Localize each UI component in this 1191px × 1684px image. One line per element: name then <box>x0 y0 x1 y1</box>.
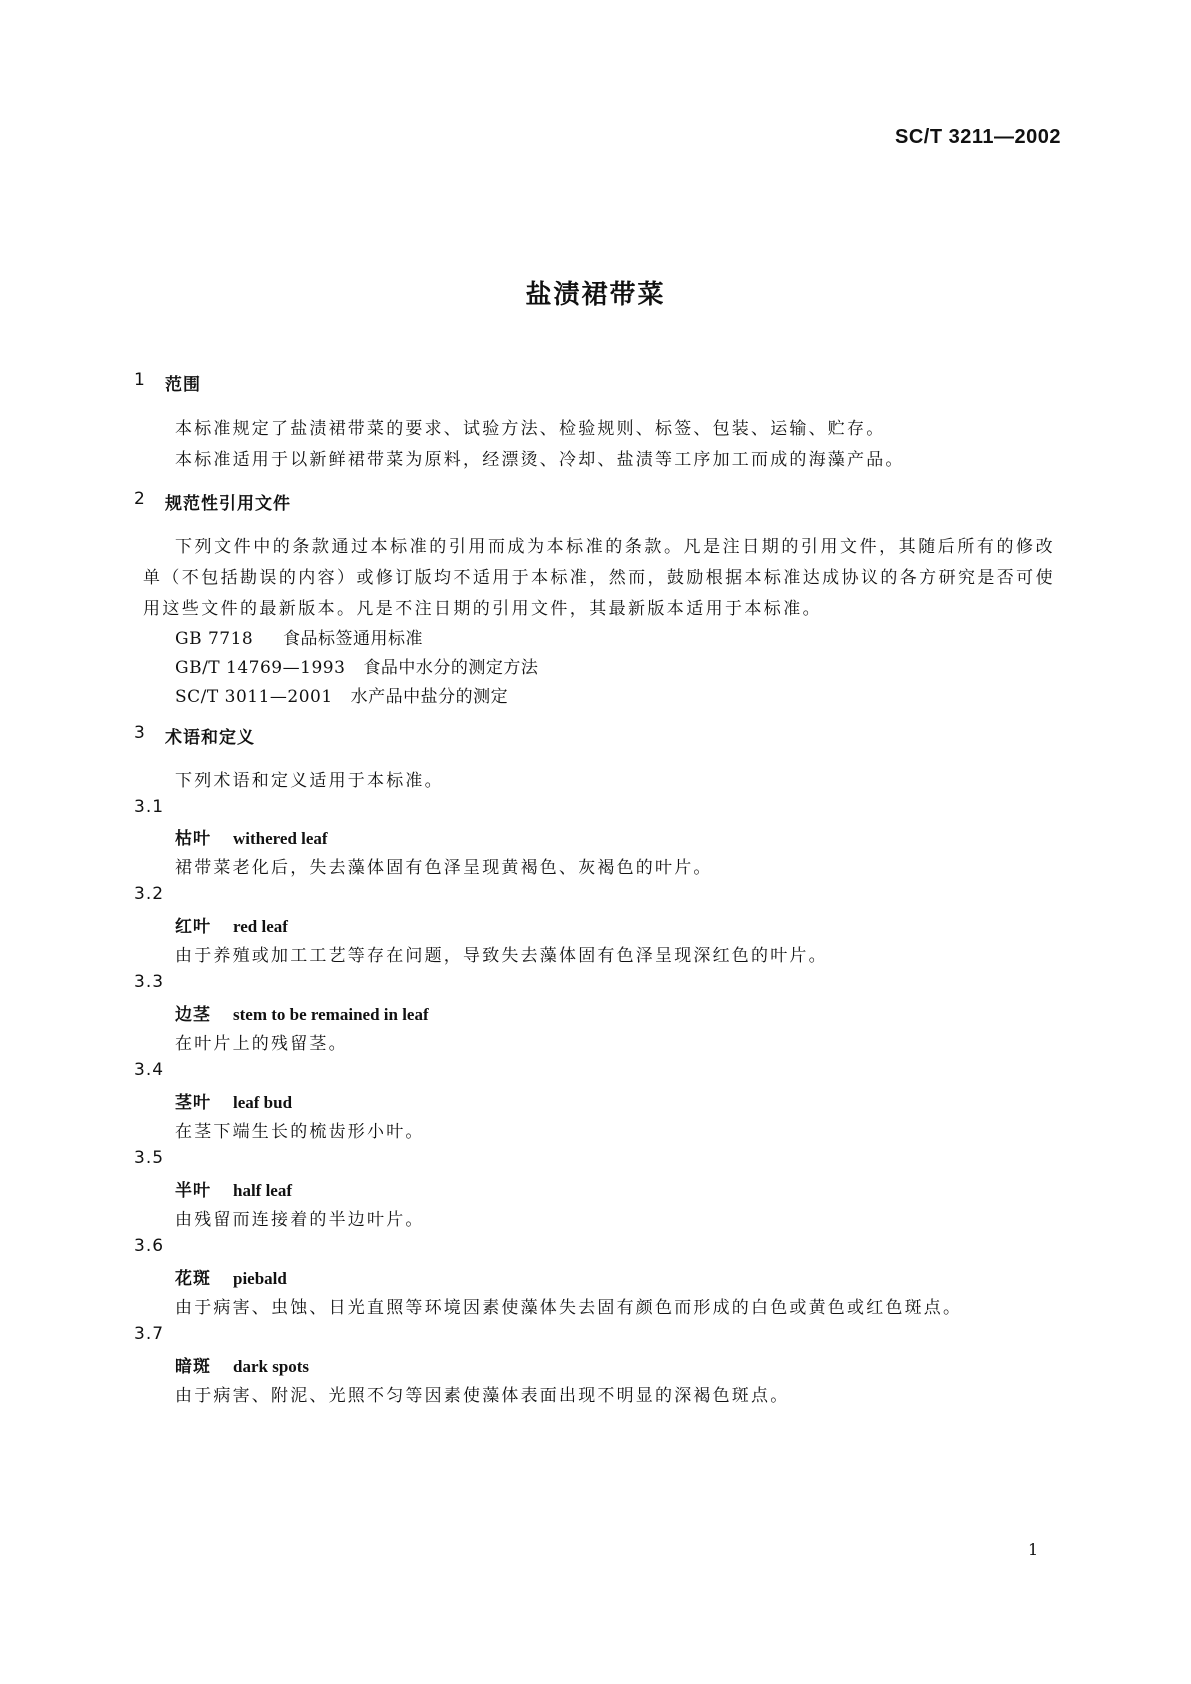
term-chinese: 半叶 <box>175 1181 211 1201</box>
term-definition: 在茎下端生长的梳齿形小叶。 <box>175 1122 425 1142</box>
term-heading <box>175 1088 292 1113</box>
term-number: 3.6 <box>134 1236 165 1256</box>
term-english: withered leaf <box>233 829 328 848</box>
term-definition: 在叶片上的残留茎。 <box>175 1034 348 1054</box>
section-1-title: 范围 <box>165 375 201 395</box>
term-number: 3.4 <box>134 1060 165 1080</box>
term-english: half leaf <box>233 1181 293 1200</box>
term-number: 3.5 <box>134 1148 165 1168</box>
term-definition: 由于病害、虫蚀、日光直照等环境因素使藻体失去固有颜色而形成的白色或黄色或红色斑点。 <box>175 1298 963 1318</box>
term-heading <box>175 1264 287 1289</box>
term-english: dark spots <box>233 1357 310 1376</box>
section-2-number: 2 <box>134 489 145 509</box>
section-2-title: 规范性引用文件 <box>165 494 291 514</box>
term-english: stem to be remained in leaf <box>233 1005 429 1024</box>
term-number: 3.7 <box>134 1324 165 1344</box>
reference-title: 食品中水分的测定方法 <box>363 658 539 678</box>
section-3-number: 3 <box>134 723 145 743</box>
term-chinese: 茎叶 <box>175 1093 211 1113</box>
page-number: 1 <box>1028 1540 1039 1559</box>
standard-code: SC/T 3211—2002 <box>895 126 1061 148</box>
term-heading <box>175 912 288 937</box>
term-english: leaf bud <box>233 1093 293 1112</box>
section-1-number: 1 <box>134 370 145 390</box>
section-3-intro: 下列术语和定义适用于本标准。 <box>175 771 444 791</box>
section-2-paragraph: 下列文件中的条款通过本标准的引用而成为本标准的条款。凡是注日期的引用文件，其随后所有的修改单（不包括勘误的内容）或修订版均不适用于本标准，然而，鼓励根据本标准达成协议的各方研究是否可使用这些文件的最新版本。凡是不注日期的引用文件，其最新版本适用于本标准。 <box>143 537 1055 619</box>
term-heading <box>175 1352 309 1377</box>
term-english: red leaf <box>233 917 288 936</box>
term-chinese: 边茎 <box>175 1005 211 1025</box>
section-3-title: 术语和定义 <box>165 728 255 748</box>
reference-item <box>175 682 508 707</box>
term-number: 3.1 <box>134 797 165 817</box>
section-1-paragraph-1: 本标准规定了盐渍裙带菜的要求、试验方法、检验规则、标签、包装、运输、贮存。 <box>175 419 886 439</box>
document-title: 盐渍裙带菜 <box>525 280 666 310</box>
term-chinese: 红叶 <box>175 917 211 937</box>
term-definition: 由残留而连接着的半边叶片。 <box>175 1210 425 1230</box>
term-chinese: 枯叶 <box>175 829 211 849</box>
section-1-paragraph-2: 本标准适用于以新鲜裙带菜为原料，经漂烫、冷却、盐渍等工序加工而成的海藻产品。 <box>175 450 905 470</box>
reference-code: GB 7718 <box>175 629 254 649</box>
term-definition: 由于病害、附泥、光照不匀等因素使藻体表面出现不明显的深褐色斑点。 <box>175 1386 790 1406</box>
term-number: 3.3 <box>134 972 165 992</box>
reference-item <box>175 624 423 649</box>
term-definition: 由于养殖或加工工艺等存在问题，导致失去藻体固有色泽呈现深红色的叶片。 <box>175 946 828 966</box>
term-english: piebald <box>233 1269 287 1288</box>
reference-item <box>175 653 538 678</box>
term-heading <box>175 1000 429 1025</box>
reference-code: GB/T 14769—1993 <box>175 658 346 678</box>
term-definition: 裙带菜老化后，失去藻体固有色泽呈现黄褐色、灰褐色的叶片。 <box>175 858 713 878</box>
reference-title: 食品标签通用标准 <box>283 629 423 649</box>
term-number: 3.2 <box>134 884 165 904</box>
reference-title: 水产品中盐分的测定 <box>350 687 509 707</box>
term-heading <box>175 1176 292 1201</box>
term-heading <box>175 824 328 849</box>
reference-code: SC/T 3011—2001 <box>175 687 333 707</box>
term-chinese: 花斑 <box>175 1269 211 1289</box>
term-chinese: 暗斑 <box>175 1357 211 1377</box>
